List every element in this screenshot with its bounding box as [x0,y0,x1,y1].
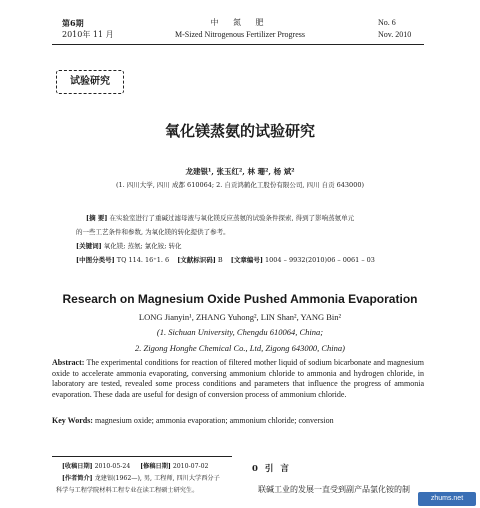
keywords-en-label: Key Words: [52,416,93,425]
header-issue-en: No. 6 [378,18,396,27]
intro-heading: 0 引 言 [252,464,291,474]
received-date: 2010-05-24 [94,463,131,470]
section-label: 试验研究 [56,70,124,94]
keywords-cn-label: [关键词] [76,242,102,250]
footnote-dates [62,462,209,471]
classification-cn [76,256,375,265]
revised-date: 2010-07-02 [172,463,209,470]
author-bio-text1: 龙建银(1962—), 男, 工程师, 四川大学西分子 [94,475,220,482]
author-bio-text2: 科学与工程学院材料工程专业在读工程硕士研究生。 [56,487,199,494]
authors-en: LONG Jianyin¹, ZHANG Yuhong², LIN Shan², YANG Bin² [138,312,342,322]
keywords-en [52,416,424,427]
affiliation-en-2: 2. Zigong Honghe Chemical Co., Ltd, Zigong 643000, China) [135,343,345,353]
title-cn: 氧化镁蒸氨的试验研究 [164,122,315,140]
intro-text: 联碱工业的发展一直受到副产品氯化铵的制 [258,485,410,494]
header-rule [52,44,424,45]
abstract-en-text: The experimental conditions for reaction of filtered mother liquid of sodium bicarbonate and magnesium oxide to accelerate ammonia evaporating, conversing ammonium chloride to ammonia and hydrogen chloride, in laboratory are tested, revealed some process conditions and parameters that influence the progress of ammonia evaporation. These dada are useful for design of conversion process of ammonium chloride. [52,358,424,399]
title-en: Research on Magnesium Oxide Pushed Ammonia Evaporation [62,292,418,306]
affiliation-cn: (1. 四川大学, 四川 成都 610064; 2. 自贡鸿鹤化工股份有限公司, 四川 自贡 643000) [115,181,365,189]
received-label: [收稿日期] [62,463,93,470]
doc-code-value: B [217,256,223,264]
header-journal-en: M-Sized Nitrogenous Fertilizer Progress [175,30,305,39]
abstract-cn-text1: 在实验室进行了重碱过滤母液与氧化镁反应蒸氨的试验条件探索, 得到了影响蒸氨单元 [109,214,355,222]
abstract-en [52,358,424,400]
abstract-cn-line1 [86,214,354,223]
site-watermark: zhums.net [418,492,476,506]
affiliation-en-1: (1. Sichuan University, Chengdu 610064, China; [156,327,324,337]
article-id-value: 1004 – 9932(2010)06 – 0061 – 03 [265,256,375,264]
revised-label: [修稿日期] [140,463,171,470]
author-bio-label: [作者简介] [62,475,93,482]
header-date-en: Nov. 2010 [378,30,412,39]
keywords-en-text: magnesium oxide; ammonia evaporation; ammonium chloride; conversion [94,416,334,425]
classification-label: [中图分类号] [76,256,115,264]
author-bio-line1 [62,474,220,483]
header-date-cn: 2010年 11 月 [62,30,114,39]
abstract-cn-label: [摘 要] [86,214,108,222]
abstract-en-label: Abstract: [52,358,85,367]
keywords-cn-text: 氧化镁; 蒸氨; 氯化铵; 转化 [103,242,182,250]
doc-code-label: [文献标识码] [177,256,216,264]
header-issue-cn: 第6期 [62,18,84,28]
authors-cn: 龙建银¹, 张玉红², 林 珊², 杨 斌² [185,167,295,176]
classification-value: TQ 114. 16⁺1. 6 [116,256,170,264]
abstract-cn-text2: 的一些工艺条件和参数, 为氧化镁的转化提供了参考。 [76,228,230,236]
header-journal-cn: 中 氮 肥 [210,18,270,27]
article-id-label: [文章编号] [230,256,263,264]
keywords-cn [76,242,182,251]
footnote-rule [52,456,232,457]
